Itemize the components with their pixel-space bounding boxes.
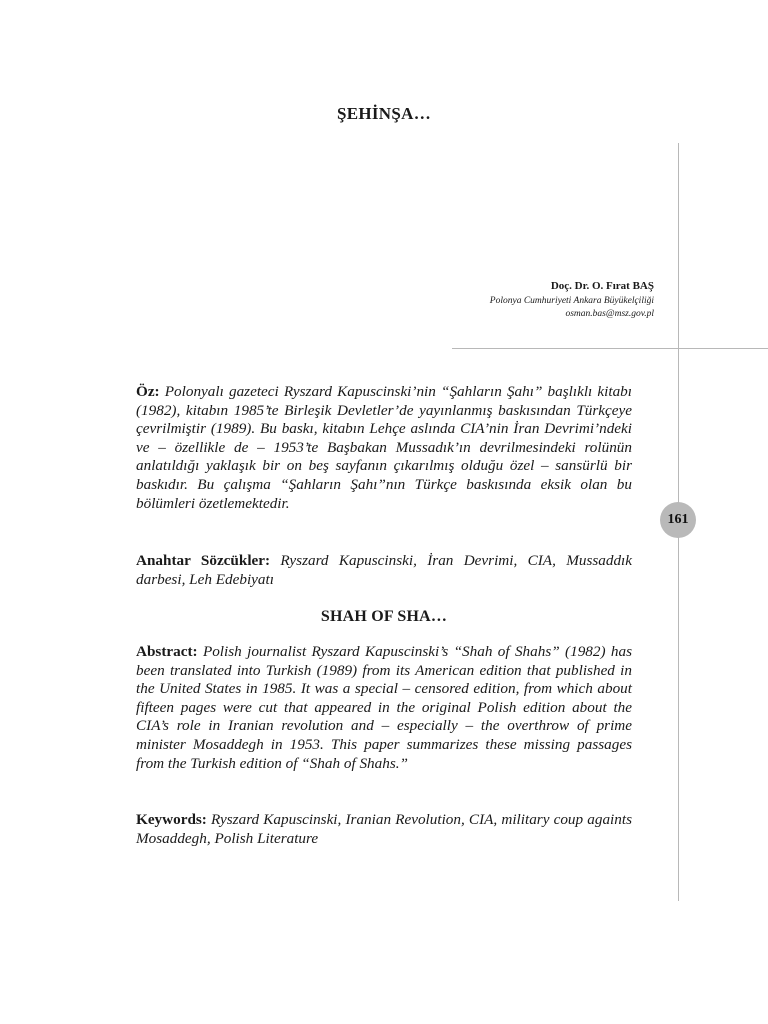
- oz-label: Öz:: [136, 383, 160, 400]
- english-title: SHAH OF SHA…: [320, 608, 448, 625]
- oz-text: Polonyalı gazeteci Ryszard Kapuscinski’nin “Şahların Şahı” başlıklı kitabı (1982), kitabın 1985’te Birleşik Devletler’de yayınlanmış baskısından Türkçeye çevrilmiştir (1989). Bu baskı, kitabın Lehçe aslında CIA’nin İran Devrimi’ndeki ve – özellikle de – 1953’te Başbakan Mussadık’ın devrilmesindeki rolünün anlatıldığı yaklaşık bir on beş sayfanın çıkarılmış olduğu özel – sansürlü bir baskıdır. Bu çalışma “Şahların Şahı”nın Türkçe baskısında eksik olan bu bölümleri özetlemektedir.: [136, 383, 632, 512]
- author-affiliation: Polonya Cumhuriyeti Ankara Büyükelçiliği: [489, 296, 654, 306]
- author-horizontal-rule: [452, 348, 768, 349]
- abstract-text: Polish journalist Ryszard Kapuscinski’s “Shah of Shahs” (1982) has been translated into Turkish (1989) from its American edition that published in the United States in 1985. It was a special – censored edition, from which about fifteen pages were cut that appeared in the original Polish edition about the CIA’s role in Iranian revolution and – especially – the overthrow of prime minister Mosaddegh in 1953. This paper summarizes these missing passages from the Turkish edition of “Shah of Shahs.”: [136, 643, 632, 772]
- keywords-text: Ryszard Kapuscinski, Iranian Revolution, CIA, military coup againts Mosaddegh, Polish Literature: [136, 811, 632, 847]
- anahtar-label: Anahtar Sözcükler:: [136, 552, 271, 569]
- english-abstract: [136, 643, 632, 773]
- author-name: Doç. Dr. O. Fırat BAŞ: [550, 280, 654, 292]
- english-keywords: [136, 811, 632, 848]
- keywords-label: Keywords:: [136, 811, 207, 828]
- author-email: osman.bas@msz.gov.pl: [565, 309, 654, 319]
- abstract-label: Abstract:: [136, 643, 198, 660]
- turkish-keywords: [136, 552, 632, 589]
- page-number-badge: 161: [660, 502, 696, 538]
- turkish-abstract: [136, 383, 632, 513]
- article-title: ŞEHİNŞA…: [336, 104, 432, 123]
- anahtar-text: Ryszard Kapuscinski, İran Devrimi, CIA, Mussaddık darbesi, Leh Edebiyatı: [136, 552, 633, 588]
- author-block: [490, 280, 654, 321]
